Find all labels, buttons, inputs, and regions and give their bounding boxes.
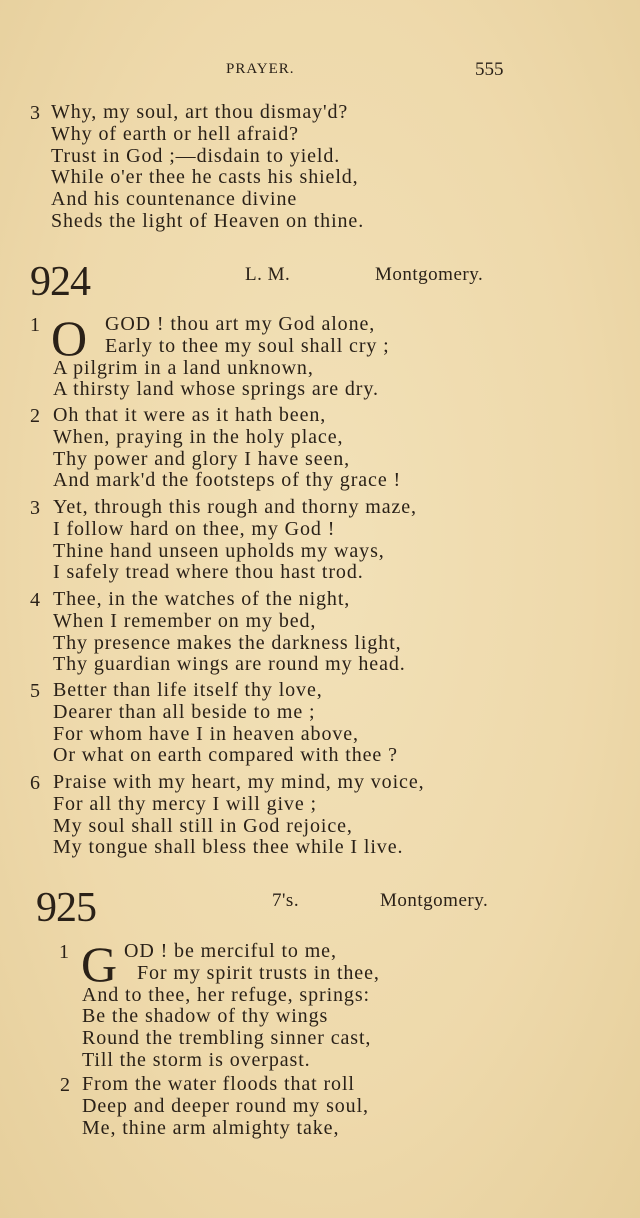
hymn-author: Montgomery. (380, 890, 489, 911)
verse-line: Yet, through this rough and thorny maze, (53, 496, 417, 518)
stanza (51, 102, 364, 233)
verse-line: Thy guardian wings are round my head. (53, 653, 406, 676)
stanza (81, 936, 380, 1072)
hymn-author: Montgomery. (375, 264, 484, 285)
verse-line: Or what on earth compared with thee ? (53, 744, 398, 767)
page-number: 555 (475, 59, 504, 80)
verse-line: For my spirit trusts in thee, (137, 961, 380, 984)
stanza-number: 2 (30, 405, 40, 427)
stanza-number: 5 (30, 680, 40, 702)
verse-line: Why, my soul, art thou dismay'd? (51, 101, 349, 123)
stanza-number: 1 (59, 941, 69, 963)
hymn-meter: L. M. (245, 264, 291, 285)
verse-line: For all thy mercy I will give ; (53, 792, 317, 815)
verse-line: Thy power and glory I have seen, (53, 447, 351, 470)
stanza-number: 3 (30, 102, 40, 124)
stanza (53, 772, 425, 859)
stanza (53, 405, 401, 492)
verse-line: Better than life itself thy love, (53, 679, 323, 701)
verse-line: Thee, in the watches of the night, (53, 588, 351, 610)
verse-line: Praise with my heart, my mind, my voice, (53, 771, 425, 793)
verse-line: While o'er thee he casts his shield, (51, 166, 359, 189)
drop-cap: G (81, 936, 118, 992)
verse-line: Thine hand unseen upholds my ways, (53, 539, 385, 562)
verse-line: Oh that it were as it hath been, (53, 404, 327, 426)
hymn-meter: 7's. (272, 890, 300, 911)
stanza-number: 4 (30, 589, 40, 611)
hymn-number: 924 (30, 259, 90, 305)
stanza (82, 1074, 369, 1139)
verse-line: I follow hard on thee, my God ! (53, 517, 336, 540)
hymn-number: 925 (36, 885, 96, 931)
verse-line: From the water floods that roll (82, 1073, 355, 1095)
verse-line: Sheds the light of Heaven on thine. (51, 209, 365, 232)
verse-line: And to thee, her refuge, springs: (82, 983, 370, 1006)
verse-line: OD ! be merciful to me, (124, 940, 337, 962)
verse-line: Till the storm is overpast. (82, 1048, 311, 1071)
stanza (53, 680, 398, 767)
verse-line: Round the trembling sinner cast, (82, 1027, 372, 1050)
verse-line: Trust in God ;—disdain to yield. (51, 144, 341, 167)
verse-line: Me, thine arm almighty take, (82, 1116, 340, 1139)
verse-line: And mark'd the footsteps of thy grace ! (53, 469, 402, 492)
stanza (53, 589, 406, 676)
stanza-number: 3 (30, 497, 40, 519)
verse-line: And his countenance divine (51, 188, 298, 211)
verse-line: I safely tread where thou hast trod. (53, 561, 364, 584)
verse-line: When I remember on my bed, (53, 609, 317, 632)
verse-line: A thirsty land whose springs are dry. (53, 378, 379, 401)
verse-line: GOD ! thou art my God alone, (105, 313, 376, 335)
verse-line: Be the shadow of thy wings (82, 1005, 329, 1028)
verse-line: Thy presence makes the darkness light, (53, 631, 402, 654)
stanza-number: 6 (30, 772, 40, 794)
stanza-number: 1 (30, 314, 40, 336)
verse-line: When, praying in the holy place, (53, 425, 344, 448)
drop-cap: O (51, 310, 88, 366)
verse-line: A pilgrim in a land unknown, (53, 356, 314, 379)
stanza (51, 310, 390, 401)
verse-line: Why of earth or hell afraid? (51, 122, 299, 145)
verse-line: Early to thee my soul shall cry ; (105, 334, 390, 357)
stanza-number: 2 (60, 1074, 70, 1096)
verse-line: Dearer than all beside to me ; (53, 700, 316, 723)
running-header: PRAYER. (226, 61, 295, 77)
verse-line: My tongue shall bless thee while I live. (53, 836, 404, 859)
verse-line: Deep and deeper round my soul, (82, 1094, 369, 1117)
verse-line: My soul shall still in God rejoice, (53, 814, 353, 837)
stanza (53, 497, 417, 584)
verse-line: For whom have I in heaven above, (53, 722, 359, 745)
